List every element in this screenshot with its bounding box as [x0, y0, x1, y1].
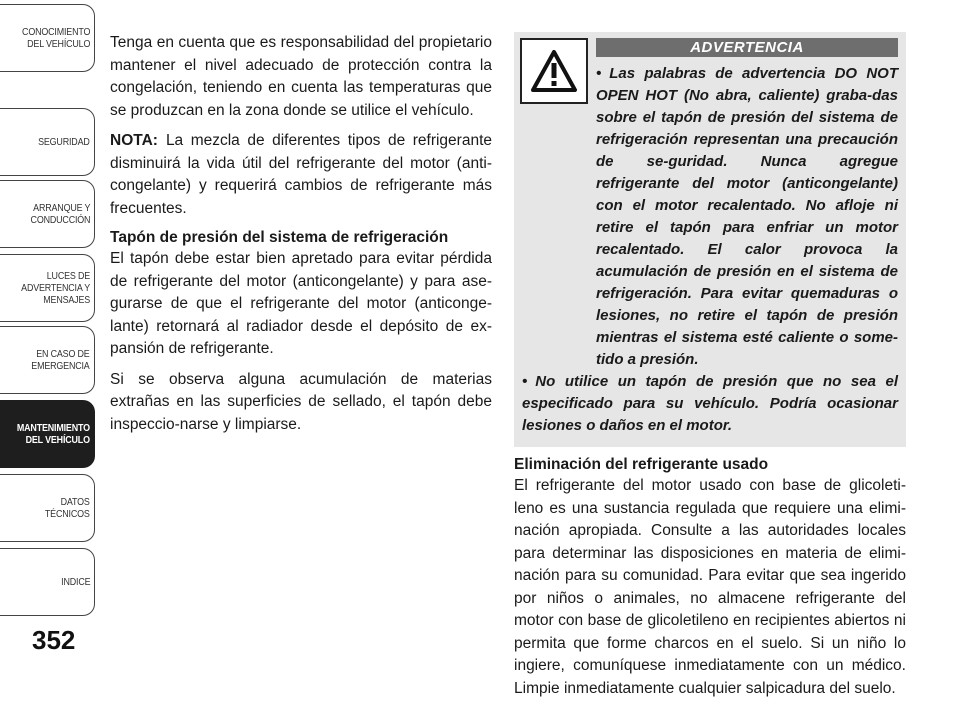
warning-box	[514, 32, 906, 447]
left-column	[110, 32, 492, 444]
tab-indice[interactable]	[0, 548, 95, 616]
bullet: •	[522, 373, 528, 390]
nota-text: La mezcla de diferentes tipos de refrigerante disminuirá la vida útil del refrigerante del motor (anti-congelante) y requerirá cambios de refrigerante más frecuentes.	[110, 132, 492, 217]
tab-label: SEGURIDAD	[38, 136, 90, 148]
warning-item-text: Las palabras de advertencia DO NOT OPEN HOT (No abra, caliente) graba-das sobre el tapón de presión del sistema de refrigeración representan una precaución de se-guridad. Nunca agregue refrigerante del motor (anticongelante) con el motor recalentado. No afloje ni retire el tapón para enfriar un motor recalentado. El calor provoca la acumulación de presión en el sistema de refrigeración. Para evitar quemaduras o lesiones, no retire el tapón de presión mientras el sistema esté caliente o some-tido a presión.	[596, 65, 898, 368]
tab-luces-de-advertencia[interactable]	[0, 254, 95, 322]
tab-label: EN CASO DE EMERGENCIA	[31, 348, 90, 372]
warning-item-text: No utilice un tapón de presión que no sea el especificado para su vehículo. Podría ocasionar lesiones o daños en el motor.	[522, 373, 898, 434]
paragraph-owner-responsibility: Tenga en cuenta que es responsabilidad del propietario mantener el nivel adecuado de protección contra la congelación, teniendo en cuenta las temperaturas que se produzcan en la zona donde se utilice el vehículo.	[110, 34, 492, 119]
bullet: •	[596, 65, 602, 82]
tab-en-caso-de-emergencia[interactable]	[0, 326, 95, 394]
tab-label: CONOCIMIENTO DEL VEHÍCULO	[21, 26, 90, 50]
tab-seguridad[interactable]	[0, 108, 95, 176]
paragraph-used-coolant-disposal: El refrigerante del motor usado con base de glicoleti-leno es una sustancia regulada que requiere una elimi-nación apropiada. Consulte a las autoridades locales para determinar las disposiciones en materia de elimi-nación para su comunidad. Para evitar que sea ingerido por niños o animales, no almacene refrigerante del motor con base de glicoletileno en recipientes abiertos ni permita que forme charcos en el suelo. Si un niño lo ingiere, comuníquese inmediatamente con un médico. Limpie inmediatamente cualquier salpicadura del suelo.	[514, 477, 906, 697]
warning-icon-frame	[520, 38, 588, 104]
warning-title: ADVERTENCIA	[596, 38, 898, 57]
tab-datos-tecnicos[interactable]	[0, 474, 95, 542]
tab-label: MANTENIMIENTO DEL VEHÍCULO	[17, 422, 90, 446]
tab-label: DATOS TÉCNICOS	[45, 496, 90, 520]
nota-label: NOTA:	[110, 132, 158, 149]
chapter-sidebar	[0, 0, 98, 620]
section-heading-pressure-cap: Tapón de presión del sistema de refrigeración	[110, 229, 449, 246]
tab-label: INDICE	[60, 576, 90, 588]
tab-arranque-y-conduccion[interactable]	[0, 180, 95, 248]
page-number: 352	[32, 625, 76, 655]
paragraph-pressure-cap: El tapón debe estar bien apretado para evitar pérdida de refrigerante del motor (anticongelante) y para ase-gurarse de que el refrigerante del motor (anticonge-lante) retornará al radiador desde el depósito de ex-pansión de refrigerante.	[110, 250, 492, 357]
tab-conocimiento-del-vehiculo[interactable]	[0, 4, 95, 72]
paragraph-sealing-surfaces: Si se observa alguna acumulación de materias extrañas en las superficies de sellado, el tapón debe inspeccio-narse y limpiarse.	[110, 370, 492, 433]
section-heading-used-coolant: Eliminación del refrigerante usado	[514, 456, 769, 473]
warning-triangle-icon	[530, 49, 578, 93]
warning-item-correct-cap	[522, 371, 898, 437]
tab-label: ARRANQUE Y CONDUCCIÓN	[30, 202, 90, 226]
nota-paragraph	[110, 130, 492, 220]
tab-mantenimiento-del-vehiculo[interactable]	[0, 400, 95, 468]
tab-label: LUCES DE ADVERTENCIA Y MENSAJES	[21, 270, 90, 306]
warning-item-do-not-open-hot	[522, 63, 898, 371]
right-column	[514, 32, 906, 708]
